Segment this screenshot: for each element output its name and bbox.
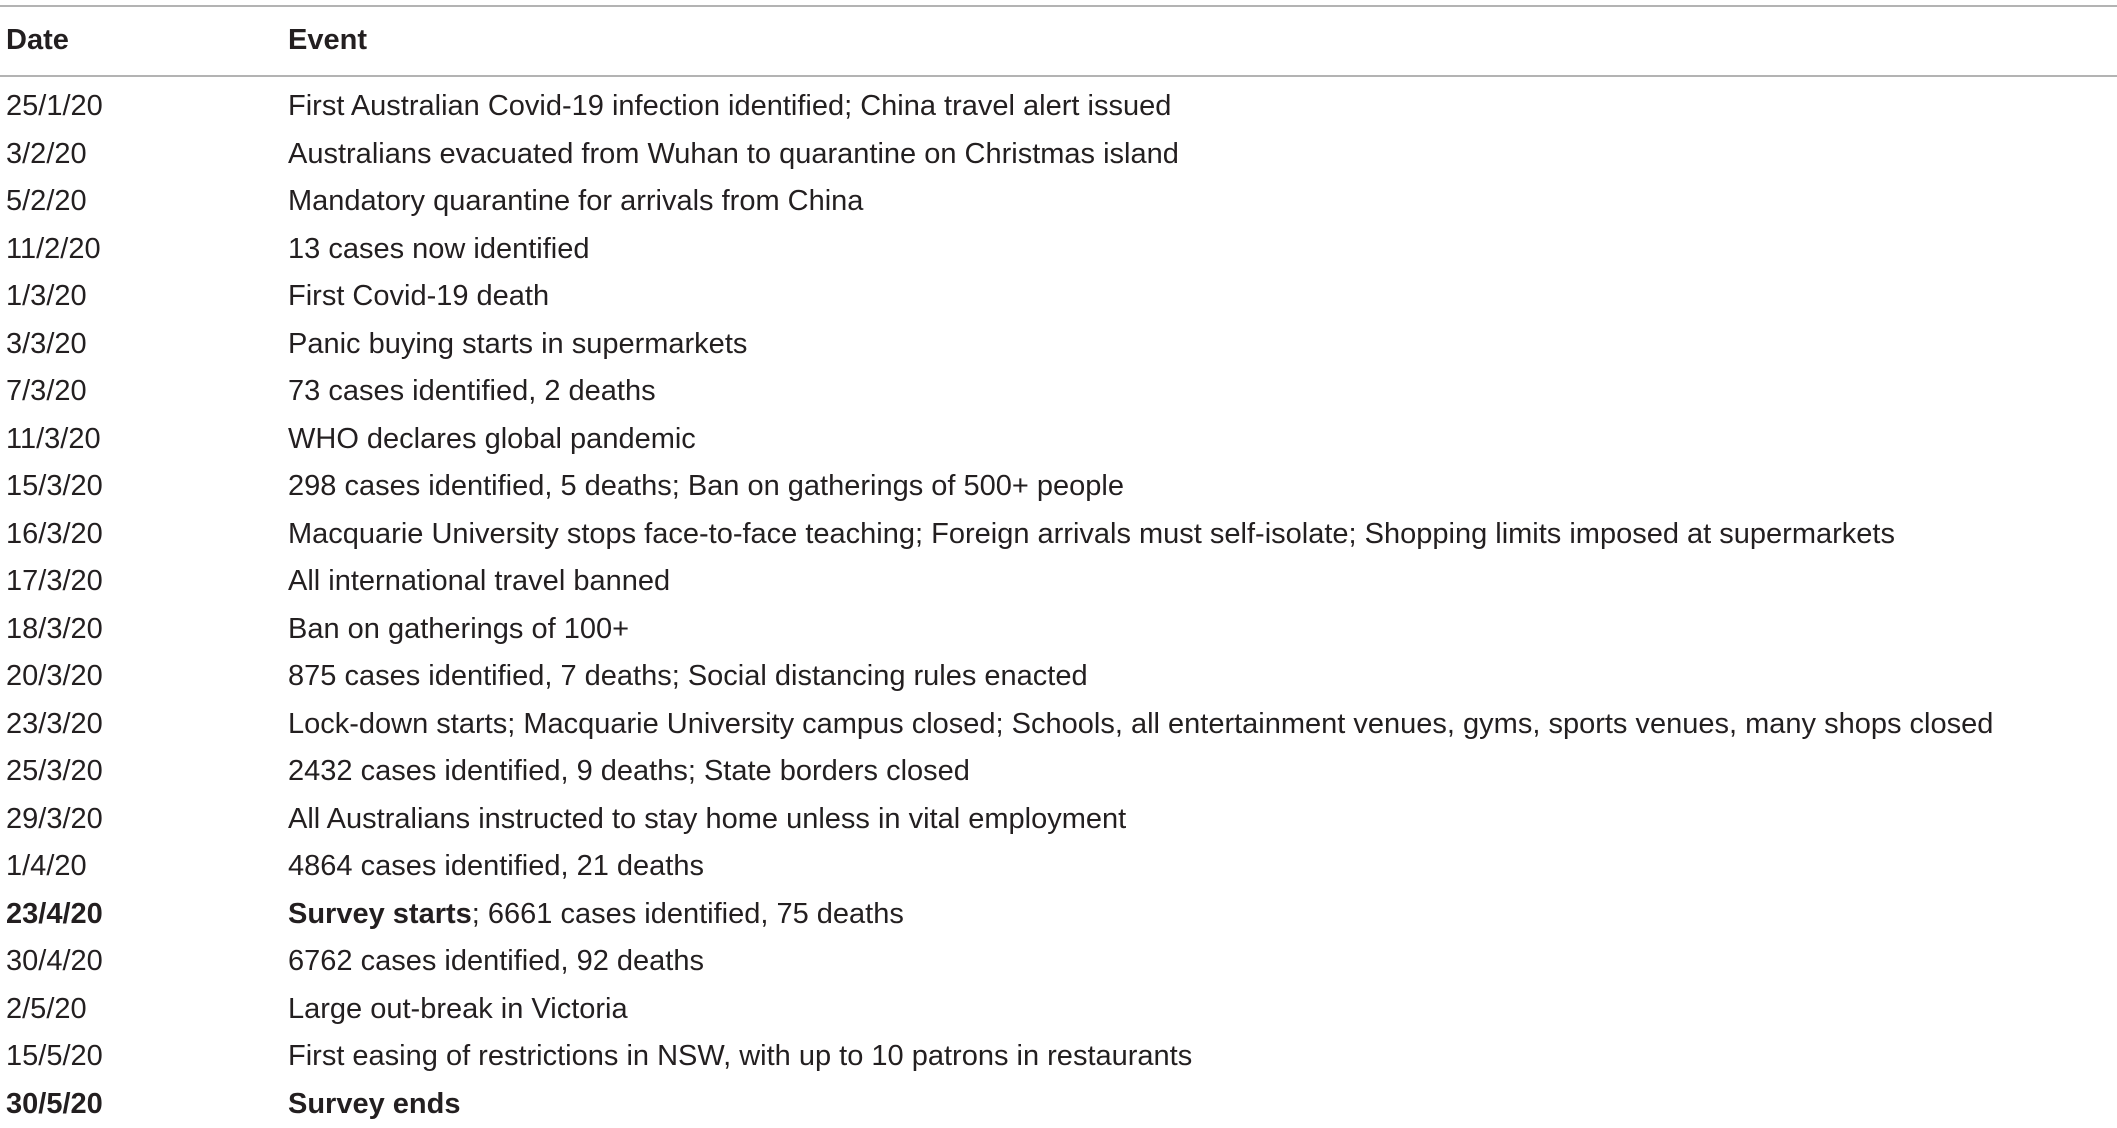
date-cell: 11/2/20 [0, 226, 288, 274]
event-cell [288, 511, 2117, 559]
event-cell [288, 748, 2117, 796]
event-cell [288, 226, 2117, 274]
table-row [0, 748, 2117, 796]
table-row [0, 511, 2117, 559]
event-cell [288, 178, 2117, 226]
table-header-row [0, 6, 2117, 75]
event-cell [288, 796, 2117, 844]
event-cell [288, 558, 2117, 606]
event-cell [288, 938, 2117, 986]
event-cell [288, 131, 2117, 179]
event-text: First Australian Covid-19 infection identified; China travel alert issued [288, 90, 1171, 122]
event-cell [288, 986, 2117, 1034]
table-row [0, 463, 2117, 511]
date-cell: 20/3/20 [0, 653, 288, 701]
event-text: Mandatory quarantine for arrivals from China [288, 185, 863, 217]
event-text: Lock-down starts; Macquarie University campus closed; Schools, all entertainment venues, gyms, sports venues, many shops closed [288, 708, 1993, 740]
event-cell [288, 1081, 2117, 1128]
table-row [0, 75, 2117, 131]
date-cell: 5/2/20 [0, 178, 288, 226]
date-cell: 29/3/20 [0, 796, 288, 844]
table-row [0, 368, 2117, 416]
date-cell: 23/3/20 [0, 701, 288, 749]
table-row [0, 938, 2117, 986]
table-row [0, 1033, 2117, 1081]
table-row [0, 226, 2117, 274]
date-cell: 1/4/20 [0, 843, 288, 891]
event-cell [288, 273, 2117, 321]
event-cell [288, 75, 2117, 131]
date-column-header: Date [0, 6, 288, 75]
date-cell: 3/2/20 [0, 131, 288, 179]
event-text: 298 cases identified, 5 deaths; Ban on gatherings of 500+ people [288, 470, 1124, 502]
event-cell [288, 843, 2117, 891]
event-cell [288, 606, 2117, 654]
event-text: 6762 cases identified, 92 deaths [288, 945, 704, 977]
event-bold-text: Survey starts [288, 898, 472, 930]
date-cell: 2/5/20 [0, 986, 288, 1034]
date-cell: 23/4/20 [0, 891, 288, 939]
table-row [0, 131, 2117, 179]
event-text: Panic buying starts in supermarkets [288, 328, 747, 360]
table-row [0, 796, 2117, 844]
event-text: First Covid-19 death [288, 280, 549, 312]
date-cell: 18/3/20 [0, 606, 288, 654]
event-cell [288, 701, 2117, 749]
date-cell: 30/4/20 [0, 938, 288, 986]
date-cell: 15/3/20 [0, 463, 288, 511]
date-cell: 15/5/20 [0, 1033, 288, 1081]
date-cell: 30/5/20 [0, 1081, 288, 1128]
table-row [0, 273, 2117, 321]
event-column-header: Event [288, 6, 2117, 75]
table-body [0, 75, 2117, 1128]
event-text: First easing of restrictions in NSW, with up to 10 patrons in restaurants [288, 1040, 1192, 1072]
event-text: Large out-break in Victoria [288, 993, 628, 1025]
table-row [0, 606, 2117, 654]
event-text: Macquarie University stops face-to-face teaching; Foreign arrivals must self-isolate; Shopping limits imposed at supermarkets [288, 518, 1895, 550]
event-text: 13 cases now identified [288, 233, 589, 265]
table-row [0, 1081, 2117, 1128]
table-row [0, 178, 2117, 226]
event-text: 875 cases identified, 7 deaths; Social distancing rules enacted [288, 660, 1088, 692]
event-cell [288, 891, 2117, 939]
event-cell [288, 653, 2117, 701]
event-cell [288, 368, 2117, 416]
table-row [0, 986, 2117, 1034]
event-text: 4864 cases identified, 21 deaths [288, 850, 704, 882]
date-cell: 11/3/20 [0, 416, 288, 464]
event-text: All international travel banned [288, 565, 670, 597]
event-text: All Australians instructed to stay home unless in vital employment [288, 803, 1126, 835]
date-cell: 25/3/20 [0, 748, 288, 796]
event-text: Ban on gatherings of 100+ [288, 613, 629, 645]
event-cell [288, 1033, 2117, 1081]
event-text: 2432 cases identified, 9 deaths; State borders closed [288, 755, 970, 787]
table-row [0, 416, 2117, 464]
table-row [0, 843, 2117, 891]
date-cell: 16/3/20 [0, 511, 288, 559]
date-cell: 7/3/20 [0, 368, 288, 416]
event-bold-text: Survey ends [288, 1088, 460, 1120]
table-row [0, 653, 2117, 701]
event-cell [288, 416, 2117, 464]
table-row [0, 701, 2117, 749]
event-text: Australians evacuated from Wuhan to quarantine on Christmas island [288, 138, 1179, 170]
covid-timeline-table [0, 6, 2117, 1128]
date-cell: 17/3/20 [0, 558, 288, 606]
date-cell: 25/1/20 [0, 75, 288, 131]
event-text: 73 cases identified, 2 deaths [288, 375, 656, 407]
event-cell [288, 463, 2117, 511]
table-row [0, 891, 2117, 939]
date-cell: 1/3/20 [0, 273, 288, 321]
table-row [0, 321, 2117, 369]
event-cell [288, 321, 2117, 369]
event-text: ; 6661 cases identified, 75 deaths [472, 898, 904, 930]
event-text: WHO declares global pandemic [288, 423, 696, 455]
table-row [0, 558, 2117, 606]
date-cell: 3/3/20 [0, 321, 288, 369]
